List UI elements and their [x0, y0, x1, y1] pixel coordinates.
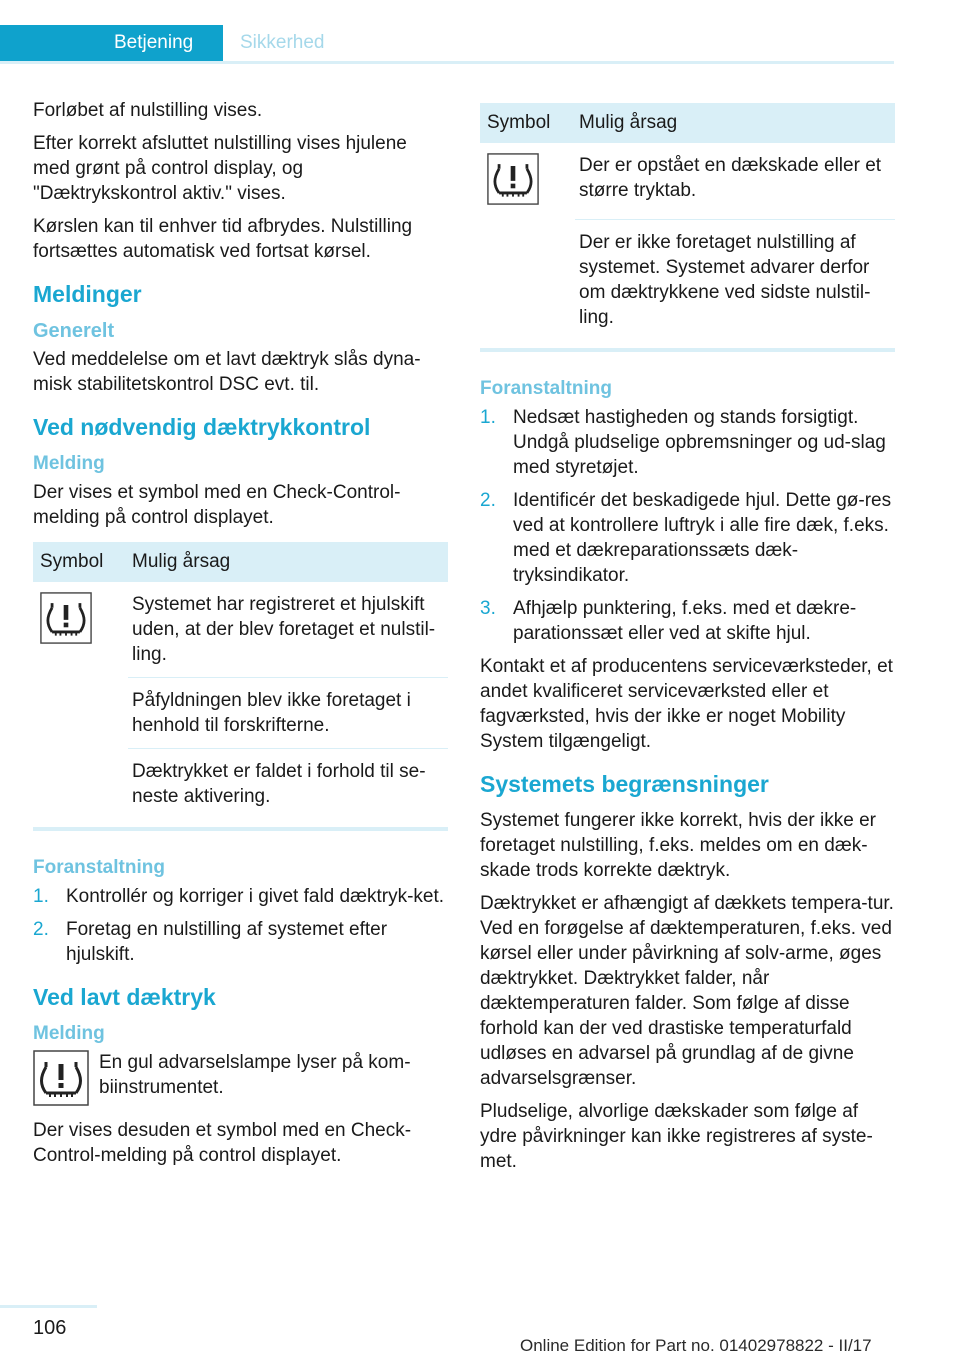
header-tabs	[0, 25, 894, 64]
paragraph: Der vises et symbol med en Check-Control-melding på control displayet.	[33, 482, 401, 528]
col-cause: Mulig årsag	[128, 542, 448, 582]
tab-sikkerhed[interactable]: Sikkerhed	[240, 32, 325, 53]
paragraph: Pludselige, alvorlige dækskader som følge af ydre påvirkninger kan ikke registreres af syste‐met.	[480, 1101, 873, 1172]
col-cause: Mulig årsag	[575, 103, 895, 143]
heading-ved-nodvendig: Ved nødvendig dæktrykkontrol	[33, 414, 371, 440]
paragraph: Kørslen kan til enhver tid afbrydes. Nulstilling fortsættes automatisk ved fortsat kørsel.	[33, 216, 413, 262]
tab-betjening[interactable]: Betjening	[0, 25, 223, 61]
step-text: Kontrollér og korriger i givet fald dæktryk‐ket.	[66, 886, 445, 907]
heading-ved-lavt: Ved lavt dæktryk	[33, 984, 216, 1010]
step-number: 2.	[480, 490, 496, 511]
cause-cell: Påfyldningen blev ikke foretaget i henhold til forskrifterne.	[128, 678, 448, 749]
step-number: 3.	[480, 598, 496, 619]
heading-foranstaltning: Foranstaltning	[480, 378, 612, 399]
symbol-table	[33, 542, 448, 819]
step-text: Identificér det beskadigede hjul. Dette gø‐res ved at kontrollere luftryk i alle fire dæk, f.eks. med et dækreparationssæts dæk‐tryksindikator.	[513, 490, 892, 586]
warning-text: En gul advarselslampe lyser på kom‐biinstrumentet.	[99, 1052, 411, 1098]
paragraph: Dæktrykket er afhængigt af dækkets tempera‐tur. Ved en forøgelse af dæktemperaturen, f.eks. ved kørsel eller under påvirkning af solv‐arme, øges dæktrykket. Dæktrykket falder, når dæktemperaturen falder. Som følge af disse forhold kan der ved drastiske temperaturfald udløses en advarsel på grundlag af de givne advarselsgrænser.	[480, 893, 894, 1089]
step-text: Nedsæt hastigheden og stands forsigtigt. Undgå pludselige opbremsninger og ud‐slag med styretøjet.	[513, 407, 886, 478]
steps-list	[33, 884, 448, 967]
table-divider	[33, 827, 448, 831]
heading-melding: Melding	[33, 453, 105, 474]
cause-cell: Systemet har registreret et hjulskift uden, at der blev foretaget et nulstil‐ling.	[132, 594, 436, 665]
right-column	[480, 103, 895, 1182]
list-item	[33, 917, 448, 967]
table-row	[33, 582, 448, 678]
paragraph: Systemet fungerer ikke korrekt, hvis der ikke er foretaget nulstilling, f.eks. meldes om en dæk‐skade trods korrekte dæktryk.	[480, 810, 876, 881]
table-divider	[480, 348, 895, 352]
list-item	[480, 405, 895, 480]
paragraph: Ved meddelelse om et lavt dæktryk slås dyna‐misk stabilitetskontrol DSC evt. til.	[33, 349, 421, 395]
step-number: 1.	[480, 407, 496, 428]
paragraph: Kontakt et af producentens serviceværksteder, et andet kvalificeret serviceværksted eller et fagværksted, hvis der ikke er noget Mobility System tilgængeligt.	[480, 656, 893, 752]
list-item	[33, 884, 448, 909]
step-number: 2.	[33, 919, 49, 940]
symbol-table	[480, 103, 895, 340]
symbol-cell	[480, 143, 575, 340]
edition-note: Online Edition for Part no. 01402978822 - II/17	[520, 1336, 872, 1355]
col-symbol: Symbol	[480, 103, 575, 143]
symbol-cell	[33, 582, 128, 819]
heading-meldinger: Meldinger	[33, 281, 142, 307]
steps-list	[480, 405, 895, 646]
cause-cell: Der er ikke foretaget nulstilling af systemet. Systemet advarer derfor om dæktrykkene ved sidste nulstil‐ling.	[575, 220, 895, 341]
tire-pressure-warning-icon	[33, 1050, 89, 1106]
list-item	[480, 596, 895, 646]
cause-cell: Dæktrykket er faldet i forhold til se‐neste aktivering.	[128, 749, 448, 820]
heading-begraensninger: Systemets begrænsninger	[480, 771, 769, 797]
page-number: 106	[33, 1317, 67, 1339]
footer-divider	[0, 1305, 97, 1308]
left-column	[33, 98, 448, 1176]
heading-generelt: Generelt	[33, 320, 115, 342]
list-item	[480, 488, 895, 588]
col-symbol: Symbol	[33, 542, 128, 582]
table-row	[480, 143, 895, 220]
step-text: Afhjælp punktering, f.eks. med et dækre‐parationssæt eller ved at skifte hjul.	[513, 598, 857, 644]
step-number: 1.	[33, 886, 49, 907]
paragraph: Efter korrekt afsluttet nulstilling vises hjulene med grønt på control display, og "Dæktrykskontrol aktiv." vises.	[33, 133, 407, 204]
cause-cell: Der er opstået en dækskade eller et større tryktab.	[579, 155, 882, 201]
tire-pressure-warning-icon	[487, 153, 539, 205]
tire-pressure-warning-icon	[40, 592, 92, 644]
step-text: Foretag en nulstilling af systemet efter hjulskift.	[66, 919, 388, 965]
heading-foranstaltning: Foranstaltning	[33, 857, 165, 878]
heading-melding: Melding	[33, 1023, 105, 1044]
paragraph: Forløbet af nulstilling vises.	[33, 100, 263, 121]
paragraph: Der vises desuden et symbol med en Check-Control-melding på control displayet.	[33, 1120, 412, 1166]
warning-message	[33, 1050, 448, 1106]
